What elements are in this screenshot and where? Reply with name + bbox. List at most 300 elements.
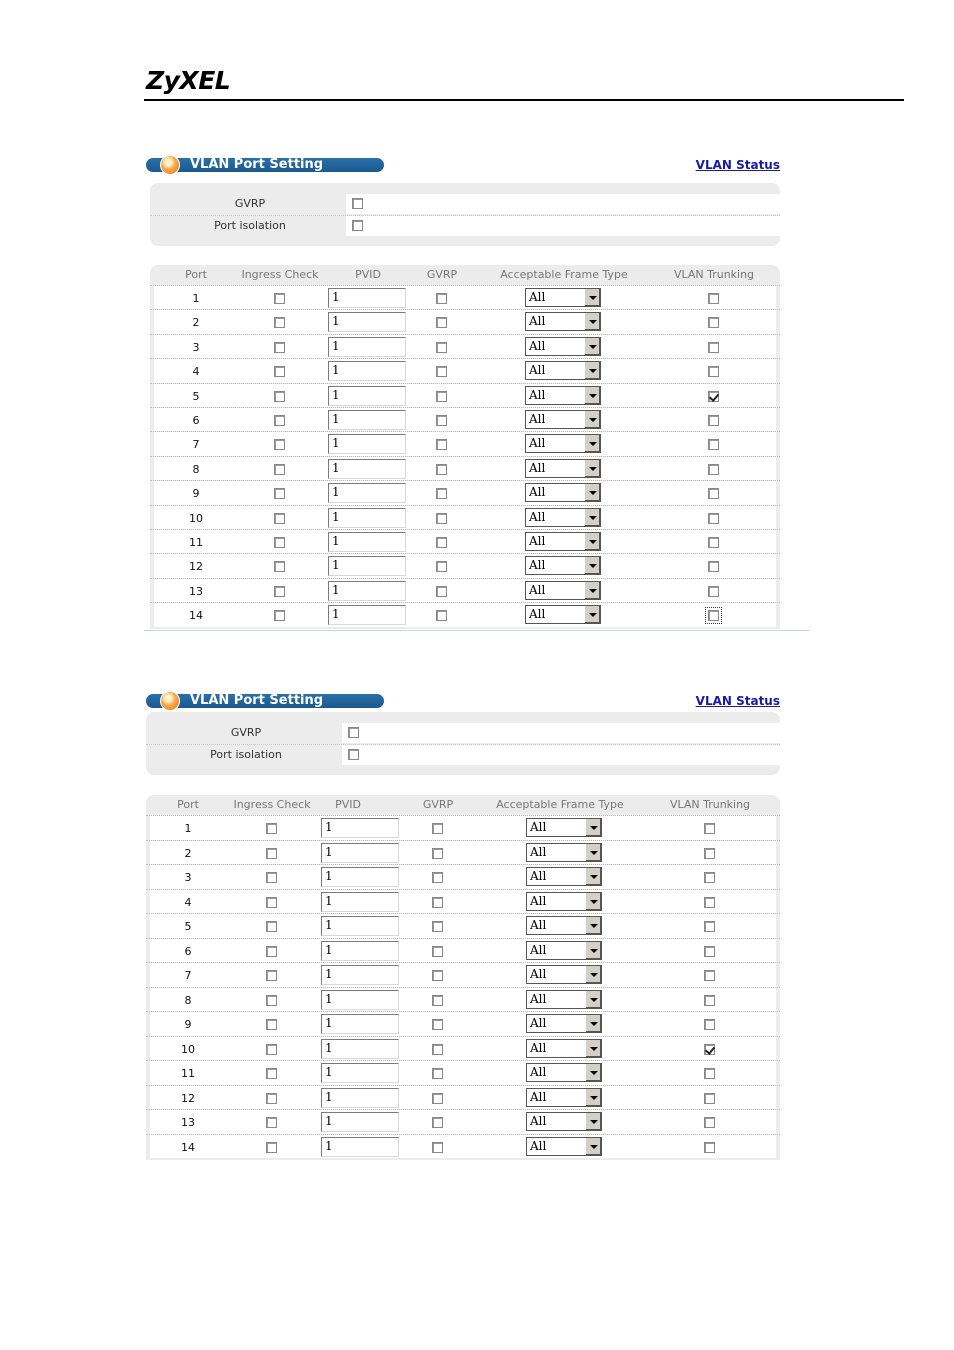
chevron-down-icon[interactable] bbox=[585, 1040, 601, 1057]
row-background bbox=[150, 865, 776, 889]
frame-type-value: All bbox=[530, 1065, 547, 1079]
frame-type-select[interactable] bbox=[525, 483, 601, 502]
ingress-check-checkbox[interactable] bbox=[274, 513, 285, 524]
pvid-input[interactable]: 1 bbox=[321, 1014, 399, 1034]
ingress-check-checkbox[interactable] bbox=[274, 464, 285, 475]
port-number: 10 bbox=[189, 511, 203, 525]
table-row bbox=[150, 505, 780, 529]
table-row bbox=[150, 285, 780, 309]
col-header-vlan-trunking: VLAN Trunking bbox=[669, 798, 751, 811]
frame-type-select[interactable] bbox=[525, 434, 601, 453]
ingress-check-checkbox[interactable] bbox=[274, 293, 285, 304]
chevron-down-icon[interactable] bbox=[585, 991, 601, 1008]
port-number: 10 bbox=[181, 1042, 195, 1056]
table-row bbox=[146, 913, 780, 938]
frame-type-value: All bbox=[530, 918, 547, 932]
gvrp-checkbox[interactable] bbox=[436, 513, 447, 524]
vlan-port-setting-panel-2 bbox=[146, 690, 786, 1154]
ingress-check-checkbox[interactable] bbox=[266, 1117, 277, 1128]
frame-type-value: All bbox=[529, 534, 546, 548]
ingress-check-checkbox[interactable] bbox=[266, 921, 277, 932]
gvrp-checkbox[interactable] bbox=[432, 1068, 443, 1079]
ingress-check-checkbox[interactable] bbox=[274, 537, 285, 548]
frame-type-value: All bbox=[529, 485, 546, 500]
gvrp-checkbox[interactable] bbox=[436, 391, 447, 402]
frame-type-select[interactable] bbox=[526, 1039, 602, 1058]
vlan-trunking-checkbox[interactable] bbox=[708, 293, 719, 304]
vlan-trunking-checkbox[interactable] bbox=[708, 439, 719, 450]
frame-type-value: All bbox=[530, 1089, 547, 1104]
vlan-status-link[interactable]: VLAN Status bbox=[695, 694, 780, 708]
gvrp-checkbox[interactable] bbox=[436, 586, 447, 597]
table-row bbox=[146, 889, 780, 914]
gvrp-checkbox[interactable] bbox=[432, 970, 443, 981]
vlan-trunking-checkbox[interactable] bbox=[704, 848, 715, 859]
row-background bbox=[154, 432, 776, 455]
chevron-down-icon[interactable] bbox=[584, 313, 600, 330]
ingress-check-checkbox[interactable] bbox=[274, 415, 285, 426]
vlan-trunking-checkbox[interactable] bbox=[708, 317, 719, 328]
chevron-down-icon[interactable] bbox=[585, 1138, 601, 1155]
vlan-trunking-checkbox[interactable] bbox=[704, 1044, 715, 1055]
chevron-down-icon[interactable] bbox=[584, 435, 600, 452]
table-row bbox=[146, 1011, 780, 1036]
frame-type-select[interactable] bbox=[526, 965, 602, 984]
row-background bbox=[150, 841, 776, 865]
frame-type-select[interactable] bbox=[526, 990, 602, 1009]
ingress-check-checkbox[interactable] bbox=[266, 897, 277, 908]
pvid-input[interactable]: 1 bbox=[321, 990, 399, 1010]
vlan-trunking-checkbox[interactable] bbox=[704, 1019, 715, 1030]
port-settings-table bbox=[150, 265, 780, 629]
chevron-down-icon[interactable] bbox=[585, 1113, 601, 1130]
pvid-input[interactable]: 1 bbox=[321, 965, 399, 985]
frame-type-value: All bbox=[530, 1114, 547, 1128]
frame-type-select[interactable] bbox=[526, 843, 602, 862]
gvrp-checkbox[interactable] bbox=[432, 1019, 443, 1030]
pvid-input[interactable]: 1 bbox=[328, 581, 406, 601]
port-number: 7 bbox=[184, 969, 192, 982]
vlan-trunking-checkbox[interactable] bbox=[708, 488, 719, 499]
gvrp-checkbox[interactable] bbox=[432, 872, 443, 883]
table-row bbox=[150, 309, 780, 333]
frame-type-value: All bbox=[530, 820, 547, 834]
chevron-down-icon[interactable] bbox=[584, 289, 600, 306]
gvrp-checkbox[interactable] bbox=[436, 317, 447, 328]
frame-type-select[interactable] bbox=[525, 532, 601, 551]
chevron-down-icon[interactable] bbox=[584, 533, 600, 550]
vlan-trunking-checkbox[interactable] bbox=[708, 391, 719, 402]
frame-type-value: All bbox=[530, 844, 547, 859]
row-background bbox=[154, 530, 776, 553]
pvid-input[interactable]: 1 bbox=[321, 1137, 399, 1157]
port-number: 7 bbox=[192, 438, 200, 452]
pvid-input[interactable]: 1 bbox=[321, 941, 399, 961]
port-number: 6 bbox=[192, 414, 200, 427]
pvid-input[interactable]: 1 bbox=[328, 312, 406, 332]
col-header-vlan-trunking: VLAN Trunking bbox=[673, 268, 755, 281]
gvrp-checkbox[interactable] bbox=[436, 342, 447, 353]
port-number: 12 bbox=[189, 560, 203, 574]
frame-type-select[interactable] bbox=[526, 818, 602, 837]
table-row bbox=[146, 1109, 780, 1134]
gvrp-checkbox[interactable] bbox=[432, 1093, 443, 1104]
frame-type-select[interactable] bbox=[525, 361, 601, 380]
vlan-trunking-checkbox[interactable] bbox=[708, 561, 719, 572]
frame-type-value: All bbox=[530, 893, 547, 908]
row-background bbox=[150, 816, 776, 840]
ingress-check-checkbox[interactable] bbox=[266, 995, 277, 1006]
table-row bbox=[146, 840, 780, 865]
table-row bbox=[150, 456, 780, 480]
vlan-trunking-checkbox[interactable] bbox=[704, 872, 715, 883]
gvrp-checkbox[interactable] bbox=[436, 439, 447, 450]
pvid-input[interactable]: 1 bbox=[321, 916, 399, 936]
gvrp-checkbox[interactable] bbox=[436, 415, 447, 426]
vlan-trunking-checkbox[interactable] bbox=[704, 946, 715, 957]
vlan-trunking-checkbox[interactable] bbox=[704, 897, 715, 908]
port-number: 12 bbox=[181, 1091, 195, 1105]
table-row bbox=[146, 1036, 780, 1061]
row-background bbox=[154, 384, 776, 407]
port-number: 8 bbox=[192, 462, 200, 476]
port-number: 13 bbox=[189, 584, 203, 598]
col-header-port: Port bbox=[177, 798, 199, 811]
port-isolation-checkbox[interactable] bbox=[348, 749, 359, 760]
pvid-input[interactable]: 1 bbox=[328, 361, 406, 381]
vlan-trunking-checkbox[interactable] bbox=[708, 366, 719, 377]
port-number: 1 bbox=[184, 822, 192, 835]
pvid-input[interactable]: 1 bbox=[321, 867, 399, 887]
chevron-down-icon[interactable] bbox=[585, 917, 601, 934]
table-row bbox=[150, 383, 780, 407]
gvrp-global-checkbox[interactable] bbox=[348, 727, 359, 738]
pvid-input[interactable]: 1 bbox=[328, 556, 406, 576]
vlan-trunking-checkbox[interactable] bbox=[704, 995, 715, 1006]
pvid-input[interactable]: 1 bbox=[328, 434, 406, 454]
gvrp-checkbox[interactable] bbox=[432, 1142, 443, 1153]
chevron-down-icon[interactable] bbox=[584, 509, 600, 526]
gvrp-checkbox[interactable] bbox=[436, 366, 447, 377]
port-number: 2 bbox=[192, 316, 200, 330]
row-background bbox=[154, 408, 776, 431]
frame-type-select[interactable] bbox=[525, 508, 601, 527]
port-settings-table bbox=[146, 795, 780, 1160]
table-row bbox=[150, 407, 780, 431]
gvrp-checkbox[interactable] bbox=[436, 561, 447, 572]
gvrp-global-checkbox[interactable] bbox=[352, 198, 363, 209]
ingress-check-checkbox[interactable] bbox=[274, 488, 285, 499]
row-background bbox=[154, 286, 776, 309]
frame-type-select[interactable] bbox=[526, 1088, 602, 1107]
frame-type-value: All bbox=[529, 509, 546, 524]
panel-title-bar bbox=[146, 158, 384, 172]
gvrp-checkbox[interactable] bbox=[432, 897, 443, 908]
pvid-input[interactable]: 1 bbox=[328, 605, 406, 625]
frame-type-select[interactable] bbox=[525, 605, 601, 624]
port-number: 14 bbox=[181, 1140, 195, 1154]
ingress-check-checkbox[interactable] bbox=[274, 586, 285, 597]
row-background bbox=[154, 335, 776, 358]
gvrp-checkbox[interactable] bbox=[432, 1044, 443, 1055]
table-row bbox=[150, 602, 780, 626]
frame-type-select[interactable] bbox=[526, 867, 602, 886]
option-row bbox=[146, 723, 780, 743]
row-background bbox=[150, 1012, 776, 1036]
vlan-trunking-checkbox[interactable] bbox=[704, 1068, 715, 1079]
pvid-input[interactable]: 1 bbox=[328, 410, 406, 430]
pvid-input[interactable]: 1 bbox=[328, 483, 406, 503]
ingress-check-checkbox[interactable] bbox=[274, 342, 285, 353]
chevron-down-icon[interactable] bbox=[585, 844, 601, 861]
pvid-input[interactable]: 1 bbox=[321, 818, 399, 838]
table-bottom-rule bbox=[144, 630, 810, 631]
col-header-pvid: PVID bbox=[355, 268, 381, 281]
ingress-check-checkbox[interactable] bbox=[274, 366, 285, 377]
gvrp-checkbox[interactable] bbox=[432, 921, 443, 932]
option-label: GVRP bbox=[234, 197, 266, 210]
option-cell bbox=[346, 216, 780, 236]
table-row bbox=[150, 578, 780, 602]
gvrp-checkbox[interactable] bbox=[436, 610, 447, 621]
row-background bbox=[154, 603, 776, 626]
option-cell bbox=[346, 194, 780, 214]
col-header-ingress-check: Ingress Check bbox=[233, 798, 311, 811]
chevron-down-icon[interactable] bbox=[584, 484, 600, 501]
chevron-down-icon[interactable] bbox=[585, 893, 601, 910]
row-background bbox=[154, 554, 776, 577]
port-number: 5 bbox=[184, 920, 192, 933]
chevron-down-icon[interactable] bbox=[584, 387, 600, 404]
frame-type-value: All bbox=[530, 869, 547, 883]
col-header-pvid: PVID bbox=[335, 798, 361, 811]
row-background bbox=[150, 1135, 776, 1159]
col-header-frame-type: Acceptable Frame Type bbox=[500, 268, 628, 281]
ingress-check-checkbox[interactable] bbox=[266, 872, 277, 883]
pvid-input[interactable]: 1 bbox=[328, 337, 406, 357]
gvrp-checkbox[interactable] bbox=[436, 293, 447, 304]
port-number: 11 bbox=[181, 1067, 195, 1080]
chevron-down-icon[interactable] bbox=[585, 819, 601, 836]
row-background bbox=[150, 988, 776, 1012]
vlan-trunking-checkbox[interactable] bbox=[704, 970, 715, 981]
ingress-check-checkbox[interactable] bbox=[266, 1019, 277, 1030]
vlan-trunking-checkbox[interactable] bbox=[708, 342, 719, 353]
col-header-port: Port bbox=[185, 268, 207, 281]
vlan-trunking-checkbox[interactable] bbox=[704, 1117, 715, 1128]
vlan-trunking-checkbox[interactable] bbox=[708, 586, 719, 597]
frame-type-select[interactable] bbox=[525, 337, 601, 356]
pvid-input[interactable]: 1 bbox=[321, 843, 399, 863]
frame-type-value: All bbox=[529, 460, 546, 475]
ingress-check-checkbox[interactable] bbox=[266, 848, 277, 859]
option-row bbox=[146, 744, 780, 764]
vlan-trunking-checkbox[interactable] bbox=[708, 610, 719, 621]
table-row bbox=[146, 1060, 780, 1085]
vlan-trunking-checkbox[interactable] bbox=[704, 1093, 715, 1104]
port-number: 9 bbox=[184, 1018, 192, 1031]
pvid-input[interactable]: 1 bbox=[321, 1112, 399, 1132]
vlan-trunking-checkbox[interactable] bbox=[708, 464, 719, 475]
pvid-input[interactable]: 1 bbox=[321, 1063, 399, 1083]
frame-type-value: All bbox=[529, 412, 546, 426]
port-number: 4 bbox=[184, 895, 192, 909]
col-header-gvrp: GVRP bbox=[426, 268, 458, 281]
frame-type-select[interactable] bbox=[525, 288, 601, 307]
vlan-status-link[interactable]: VLAN Status bbox=[695, 158, 780, 172]
pvid-input[interactable]: 1 bbox=[328, 508, 406, 528]
frame-type-select[interactable] bbox=[526, 1063, 602, 1082]
gvrp-checkbox[interactable] bbox=[436, 488, 447, 499]
row-background bbox=[154, 481, 776, 504]
pvid-input[interactable]: 1 bbox=[321, 892, 399, 912]
table-row bbox=[146, 987, 780, 1012]
header-divider bbox=[144, 99, 904, 101]
frame-type-select[interactable] bbox=[526, 941, 602, 960]
frame-type-value: All bbox=[529, 582, 546, 597]
frame-type-value: All bbox=[530, 1138, 547, 1153]
frame-type-select[interactable] bbox=[525, 312, 601, 331]
chevron-down-icon[interactable] bbox=[585, 868, 601, 885]
options-box bbox=[150, 183, 780, 246]
gvrp-checkbox[interactable] bbox=[436, 464, 447, 475]
ingress-check-checkbox[interactable] bbox=[266, 1068, 277, 1079]
gvrp-checkbox[interactable] bbox=[436, 537, 447, 548]
frame-type-select[interactable] bbox=[526, 892, 602, 911]
frame-type-select[interactable] bbox=[525, 581, 601, 600]
chevron-down-icon[interactable] bbox=[584, 582, 600, 599]
port-number: 6 bbox=[184, 944, 192, 958]
vlan-trunking-checkbox[interactable] bbox=[704, 823, 715, 834]
vlan-trunking-checkbox[interactable] bbox=[708, 415, 719, 426]
row-background bbox=[150, 939, 776, 963]
chevron-down-icon[interactable] bbox=[585, 1015, 601, 1032]
row-background bbox=[150, 1061, 776, 1085]
pvid-input[interactable]: 1 bbox=[328, 288, 406, 308]
chevron-down-icon[interactable] bbox=[585, 942, 601, 959]
table-row bbox=[146, 1085, 780, 1110]
row-background bbox=[150, 963, 776, 987]
port-isolation-checkbox[interactable] bbox=[352, 220, 363, 231]
ingress-check-checkbox[interactable] bbox=[266, 1093, 277, 1104]
row-background bbox=[154, 506, 776, 529]
frame-type-value: All bbox=[530, 1040, 547, 1055]
gvrp-checkbox[interactable] bbox=[432, 995, 443, 1006]
gvrp-checkbox[interactable] bbox=[432, 848, 443, 859]
row-background bbox=[150, 890, 776, 914]
chevron-down-icon[interactable] bbox=[585, 1064, 601, 1081]
vlan-trunking-checkbox[interactable] bbox=[708, 513, 719, 524]
port-number: 1 bbox=[192, 292, 200, 305]
pvid-input[interactable]: 1 bbox=[328, 532, 406, 552]
row-background bbox=[154, 359, 776, 382]
row-background bbox=[150, 1086, 776, 1110]
ingress-check-checkbox[interactable] bbox=[266, 1044, 277, 1055]
row-background bbox=[150, 1110, 776, 1134]
table-row bbox=[146, 938, 780, 963]
option-cell bbox=[342, 745, 780, 765]
frame-type-select[interactable] bbox=[526, 1112, 602, 1131]
vlan-trunking-checkbox[interactable] bbox=[704, 1142, 715, 1153]
port-number: 11 bbox=[189, 536, 203, 549]
panel-title: VLAN Port Setting bbox=[190, 157, 324, 172]
col-header-ingress-check: Ingress Check bbox=[241, 268, 319, 281]
chevron-down-icon[interactable] bbox=[584, 557, 600, 574]
frame-type-value: All bbox=[530, 942, 547, 957]
ingress-check-checkbox[interactable] bbox=[274, 391, 285, 402]
port-number: 9 bbox=[192, 487, 200, 501]
table-row bbox=[150, 480, 780, 504]
row-background bbox=[154, 310, 776, 333]
ingress-check-checkbox[interactable] bbox=[274, 610, 285, 621]
ingress-check-checkbox[interactable] bbox=[266, 823, 277, 834]
frame-type-value: All bbox=[529, 290, 546, 304]
frame-type-select[interactable] bbox=[526, 916, 602, 935]
zyxel-logo: ZyXEL bbox=[146, 66, 231, 95]
frame-type-select[interactable] bbox=[526, 1137, 602, 1156]
ingress-check-checkbox[interactable] bbox=[274, 439, 285, 450]
ingress-check-checkbox[interactable] bbox=[274, 317, 285, 328]
table-row bbox=[146, 864, 780, 889]
frame-type-value: All bbox=[529, 314, 546, 329]
frame-type-select[interactable] bbox=[525, 410, 601, 429]
option-cell bbox=[342, 723, 780, 743]
vlan-trunking-checkbox[interactable] bbox=[708, 537, 719, 548]
table-row bbox=[146, 1134, 780, 1159]
frame-type-value: All bbox=[530, 967, 547, 981]
chevron-down-icon[interactable] bbox=[585, 1089, 601, 1106]
chevron-down-icon[interactable] bbox=[584, 338, 600, 355]
gvrp-checkbox[interactable] bbox=[432, 823, 443, 834]
chevron-down-icon[interactable] bbox=[584, 606, 600, 623]
port-number: 2 bbox=[184, 846, 192, 860]
frame-type-select[interactable] bbox=[526, 1014, 602, 1033]
panel-title: VLAN Port Setting bbox=[190, 693, 324, 708]
table-row bbox=[150, 553, 780, 577]
pvid-input[interactable]: 1 bbox=[328, 386, 406, 406]
ingress-check-checkbox[interactable] bbox=[274, 561, 285, 572]
chevron-down-icon[interactable] bbox=[584, 411, 600, 428]
frame-type-select[interactable] bbox=[525, 386, 601, 405]
chevron-down-icon[interactable] bbox=[585, 966, 601, 983]
pvid-input[interactable]: 1 bbox=[321, 1039, 399, 1059]
chevron-down-icon[interactable] bbox=[584, 362, 600, 379]
ingress-check-checkbox[interactable] bbox=[266, 946, 277, 957]
port-number: 8 bbox=[184, 993, 192, 1007]
pvid-input[interactable]: 1 bbox=[328, 459, 406, 479]
pvid-input[interactable]: 1 bbox=[321, 1088, 399, 1108]
table-row bbox=[150, 431, 780, 455]
ingress-check-checkbox[interactable] bbox=[266, 1142, 277, 1153]
frame-type-select[interactable] bbox=[525, 459, 601, 478]
options-box bbox=[146, 712, 780, 775]
option-row bbox=[150, 194, 780, 214]
frame-type-value: All bbox=[529, 607, 546, 622]
frame-type-value: All bbox=[529, 338, 546, 353]
frame-type-select[interactable] bbox=[525, 556, 601, 575]
option-label: Port isolation bbox=[214, 219, 286, 232]
frame-type-value: All bbox=[529, 558, 546, 573]
port-number: 5 bbox=[192, 389, 200, 403]
table-row bbox=[150, 529, 780, 553]
gvrp-checkbox[interactable] bbox=[432, 946, 443, 957]
table-row bbox=[146, 962, 780, 987]
frame-type-value: All bbox=[529, 363, 546, 378]
ingress-check-checkbox[interactable] bbox=[266, 970, 277, 981]
gvrp-checkbox[interactable] bbox=[432, 1117, 443, 1128]
vlan-trunking-checkbox[interactable] bbox=[704, 921, 715, 932]
chevron-down-icon[interactable] bbox=[584, 460, 600, 477]
